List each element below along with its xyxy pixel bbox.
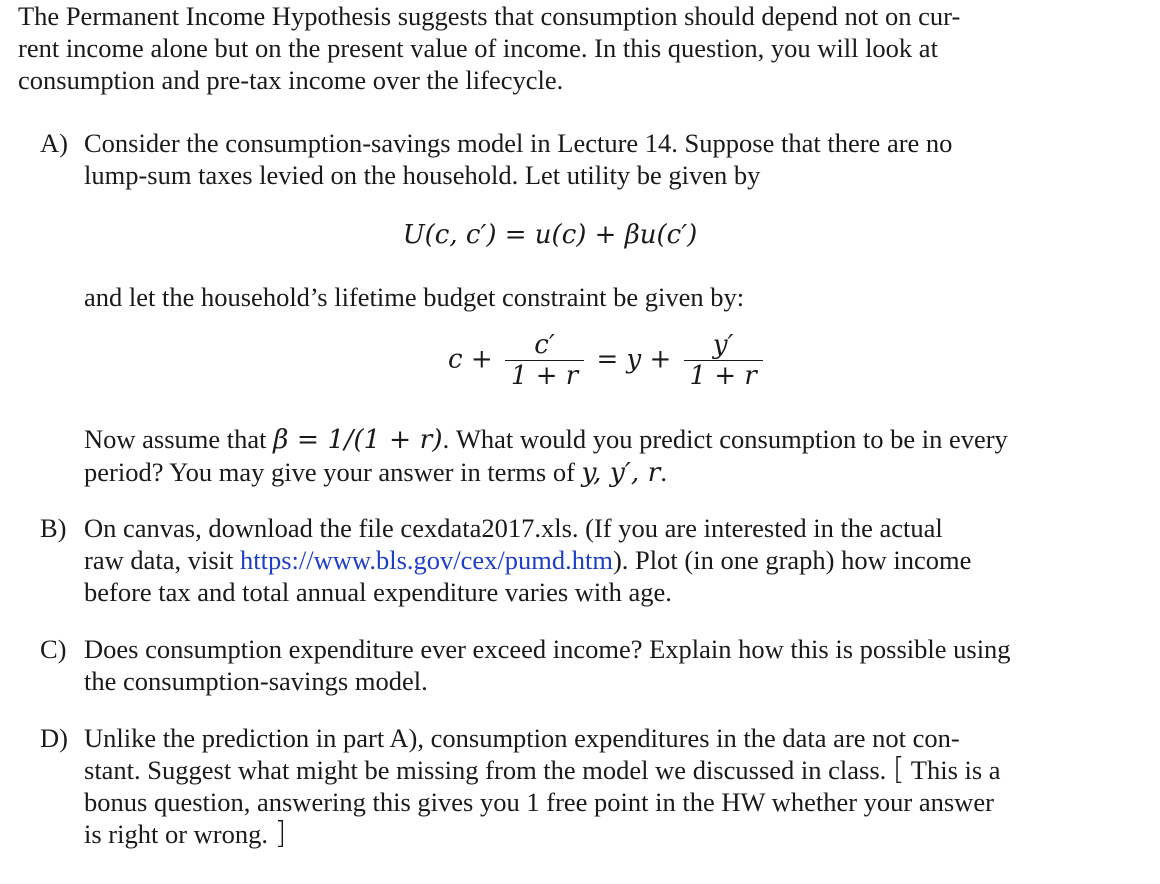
question-a-final-body <box>84 423 1082 489</box>
budget-mid: = y + <box>596 344 672 375</box>
utility-equation: U(c, c′) = u(c) + βu(c′) <box>402 220 698 250</box>
question-b-line-2 <box>84 544 1082 576</box>
budget-fraction-2-denominator: 1 + r <box>684 360 763 391</box>
bonus-close-bracket: ] <box>274 816 287 851</box>
question-d-line-2 <box>84 754 1082 786</box>
question-c-label: C) <box>40 634 67 664</box>
question-b-label: B) <box>40 513 67 543</box>
question-b-line-2-pre: raw data, visit <box>84 545 241 575</box>
question-c-body <box>84 633 1082 697</box>
question-a-line-2: lump-sum taxes levied on the household. Let utility be given by <box>84 160 761 190</box>
question-d-line-3: bonus question, answering this gives you 1 free point in the HW whether your answer <box>84 787 994 817</box>
question-a-body <box>84 127 1082 191</box>
intro-paragraph <box>18 0 1082 96</box>
question-a-line-3: and let the household’s lifetime budget constraint be given by: <box>84 282 745 312</box>
question-d-line-4 <box>84 818 1082 850</box>
budget-fraction-1-numerator: c′ <box>534 330 555 360</box>
budget-lhs: c + <box>448 344 493 375</box>
question-a-line-5-post: . <box>660 457 667 487</box>
question-a-line-4-post: . What would you predict consumption to be in every <box>442 424 1008 454</box>
bls-pumd-link[interactable]: https://www.bls.gov/cex/pumd.htm <box>240 545 613 575</box>
question-b-line-2-post: ). Plot (in one graph) how income <box>612 545 972 575</box>
question-d-line-4-pre: is right or wrong. <box>84 819 275 849</box>
intro-line-1: The Permanent Income Hypothesis suggests that consumption should depend not on cur- <box>18 1 961 31</box>
question-d-line-2-pre: stant. Suggest what might be missing from the model we discussed in class. <box>84 755 893 785</box>
question-b-line-3: before tax and total annual expenditure varies with age. <box>84 577 672 607</box>
question-a-line-5 <box>84 456 1082 489</box>
intro-line-2: rent income alone but on the present value of income. In this question, you will look at <box>18 33 938 63</box>
question-a-label: A) <box>40 128 68 158</box>
bonus-open-bracket: [ <box>892 752 905 787</box>
question-b-body <box>84 512 1082 608</box>
beta-condition-math: β = 1/(1 + r) <box>273 424 443 455</box>
budget-fraction-1 <box>505 330 584 391</box>
question-d-line-1: Unlike the prediction in part A), consumption expenditures in the data are not con- <box>84 723 960 753</box>
budget-constraint-equation <box>448 330 767 391</box>
budget-fraction-1-denominator: 1 + r <box>505 360 584 391</box>
question-a-line-1: Consider the consumption-savings model in Lecture 14. Suppose that there are no <box>84 128 953 158</box>
question-a-line-4 <box>84 423 1082 456</box>
intro-line-3: consumption and pre-tax income over the lifecycle. <box>18 65 564 95</box>
answer-variables-math: y, y′, r <box>581 457 661 488</box>
question-c-line-2: the consumption-savings model. <box>84 666 428 696</box>
question-d-line-2-post: This is a <box>904 755 1001 785</box>
budget-fraction-2-numerator: y′ <box>712 330 734 360</box>
question-d-label: D) <box>40 723 68 753</box>
question-d-body <box>84 722 1082 850</box>
question-b-line-1: On canvas, download the file cexdata2017.xls. (If you are interested in the actual <box>84 513 943 543</box>
question-a-line-5-pre: period? You may give your answer in terms of <box>84 457 582 487</box>
question-a-line-4-pre: Now assume that <box>84 424 274 454</box>
question-c-line-1: Does consumption expenditure ever exceed income? Explain how this is possible using <box>84 634 1011 664</box>
budget-fraction-2 <box>684 330 763 391</box>
question-a-line-3-wrap <box>84 281 1082 313</box>
